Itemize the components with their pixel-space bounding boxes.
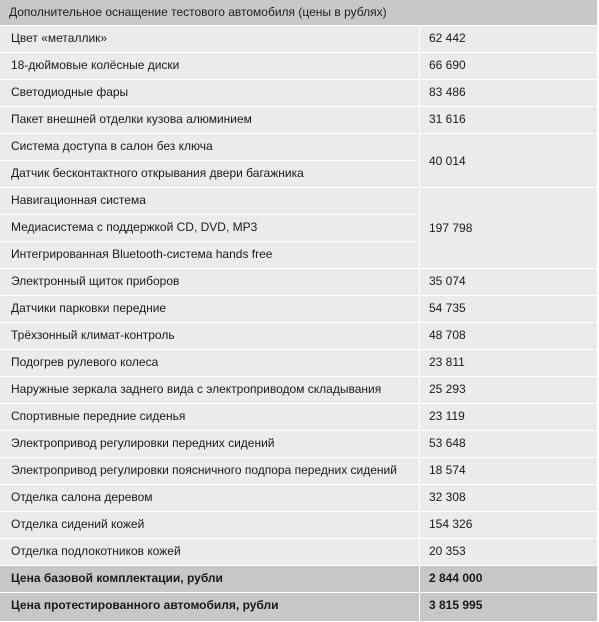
option-price: 25 293: [419, 377, 597, 403]
table-row: [0, 349, 597, 376]
option-name: Электропривод регулировки передних сидений: [11, 436, 275, 450]
option-price: 154 326: [419, 512, 597, 538]
option-name: Подогрев рулевого колеса: [11, 355, 159, 369]
option-price: 23 811: [419, 350, 597, 376]
total-price: 3 815 995: [419, 593, 597, 621]
total-label: Цена базовой комплектации, рубли: [11, 571, 223, 585]
table-row: [0, 430, 597, 457]
option-name: Наружные зеркала заднего вида с электроприводом складывания: [11, 382, 382, 396]
option-price: 83 486: [419, 80, 597, 106]
total-label: Цена протестированного автомобиля, рубли: [11, 598, 279, 612]
base-price-row: [0, 565, 597, 592]
option-name: Отделка подлокотников кожей: [11, 544, 181, 558]
option-name: Спортивные передние сиденья: [11, 409, 186, 423]
table-row: [0, 457, 597, 484]
option-name: 18-дюймовые колёсные диски: [11, 58, 180, 72]
total-price: 2 844 000: [419, 566, 597, 592]
option-group-price: 197 798: [419, 187, 597, 268]
option-name: Электронный щиток приборов: [11, 274, 180, 288]
option-price: 53 648: [419, 431, 597, 457]
option-name: Медиасистема с поддержкой CD, DVD, MP3: [0, 214, 418, 241]
option-name: Пакет внешней отделки кузова алюминием: [11, 112, 252, 126]
table-row: [0, 268, 597, 295]
table-row: [0, 79, 597, 106]
table-row: [0, 511, 597, 538]
table-caption: Дополнительное оснащение тестового автомобиля (цены в рублях): [0, 0, 597, 25]
table-row: [0, 484, 597, 511]
option-name: Электропривод регулировки поясничного подпора передних сидений: [11, 463, 397, 477]
option-name: Датчики парковки передние: [11, 301, 167, 315]
table-row: [0, 322, 597, 349]
option-price: 66 690: [419, 53, 597, 79]
table-row: [0, 403, 597, 430]
table-row: [0, 538, 597, 565]
table-row: [0, 25, 597, 52]
table-row: [0, 52, 597, 79]
option-price: 35 074: [419, 269, 597, 295]
option-price: 32 308: [419, 485, 597, 511]
option-name: Отделка салона деревом: [11, 490, 153, 504]
option-name: Цвет «металлик»: [11, 31, 108, 45]
option-group-price: 40 014: [419, 133, 597, 187]
tested-price-row: [0, 592, 597, 621]
table-row: [0, 376, 597, 403]
option-name: Светодиодные фары: [11, 85, 129, 99]
option-price: 31 616: [419, 107, 597, 133]
option-price: 18 574: [419, 458, 597, 484]
option-name: Трёхзонный климат-контроль: [11, 328, 175, 342]
option-name: Интегрированная Bluetooth-система hands free: [0, 241, 418, 268]
table-row: [0, 106, 597, 133]
option-price: 48 708: [419, 323, 597, 349]
option-price: 62 442: [419, 26, 597, 52]
option-price: 23 119: [419, 404, 597, 430]
option-name: Датчик бесконтактного открывания двери багажника: [0, 160, 418, 187]
option-name: Отделка сидений кожей: [11, 517, 145, 531]
option-price: 54 735: [419, 296, 597, 322]
option-name: Система доступа в салон без ключа: [0, 133, 418, 160]
table-row: [0, 295, 597, 322]
option-price: 20 353: [419, 539, 597, 565]
option-name: Навигационная система: [0, 187, 418, 214]
